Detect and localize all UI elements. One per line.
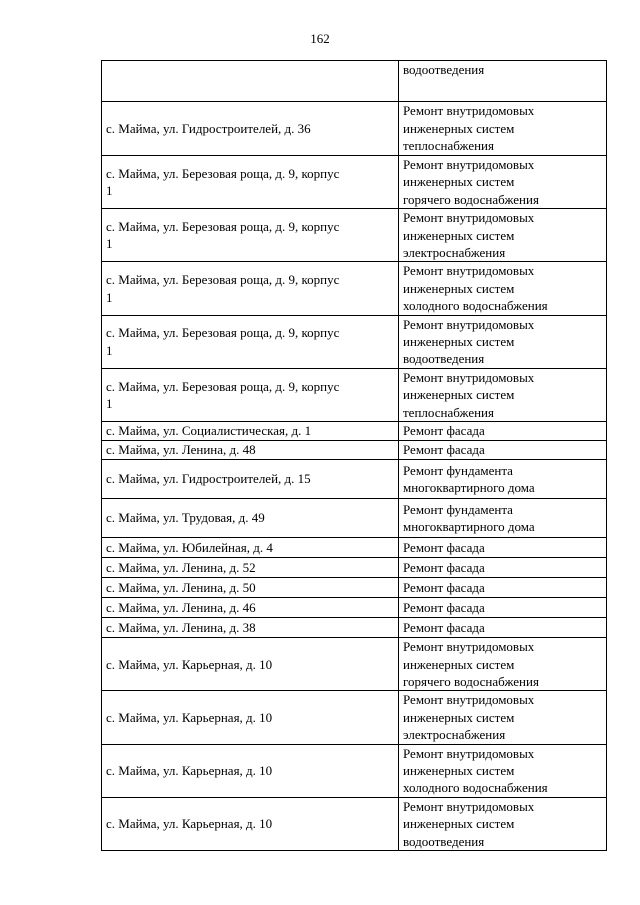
table-row	[102, 156, 607, 209]
address-cell	[102, 538, 399, 558]
address-cell	[102, 441, 399, 460]
work-type-cell	[399, 578, 607, 598]
address-cell	[102, 558, 399, 578]
address-line: с. Майма, ул. Юбилейная, д. 4	[106, 539, 273, 555]
work-type-line: Ремонт фасада	[403, 559, 485, 575]
table-row	[102, 558, 607, 578]
address-line: с. Майма, ул. Карьерная, д. 10	[106, 762, 273, 778]
table-row	[102, 797, 607, 850]
table-row	[102, 209, 607, 262]
work-type-cell	[399, 797, 607, 850]
work-type-cell	[399, 691, 607, 744]
work-type-line: Ремонт фасада	[403, 599, 485, 615]
table-row	[102, 638, 607, 691]
table-row	[102, 578, 607, 598]
address-cell	[102, 368, 399, 421]
address-cell	[102, 61, 399, 102]
work-type-line: Ремонт внутридомовых	[403, 798, 535, 814]
work-type-cell	[399, 638, 607, 691]
work-type-line: Ремонт фундамента	[403, 501, 513, 517]
work-type-cell	[399, 558, 607, 578]
address-cell	[102, 102, 399, 156]
table-row	[102, 441, 607, 460]
work-type-line: Ремонт фасада	[403, 442, 485, 458]
work-type-line: инженерных систем	[403, 762, 515, 778]
work-type-cell	[399, 744, 607, 797]
work-type-line: электроснабжения	[403, 245, 506, 261]
work-type-cell	[399, 102, 607, 156]
work-type-line: инженерных систем	[403, 334, 515, 350]
address-line: с. Майма, ул. Карьерная, д. 10	[106, 656, 273, 672]
work-type-line: Ремонт фундамента	[403, 462, 513, 478]
work-type-line: Ремонт внутридомовых	[403, 157, 535, 172]
work-type-line: горячего водоснабжения	[403, 673, 539, 689]
work-type-line: теплоснабжения	[403, 138, 494, 154]
work-type-line: холодного водоснабжения	[403, 298, 548, 314]
address-cell	[102, 460, 399, 499]
address-cell	[102, 691, 399, 744]
address-cell	[102, 499, 399, 538]
address-line: с. Майма, ул. Карьерная, д. 10	[106, 816, 273, 832]
address-line: 1	[106, 289, 113, 305]
works-table	[101, 60, 607, 851]
work-type-line: водоотведения	[403, 62, 485, 77]
work-type-cell	[399, 618, 607, 638]
work-type-line: водоотведения	[403, 833, 485, 849]
address-line: 1	[106, 236, 113, 252]
address-cell	[102, 156, 399, 209]
address-line: 1	[106, 395, 113, 411]
table-row	[102, 538, 607, 558]
table-row	[102, 691, 607, 744]
address-line: с. Майма, ул. Трудовая, д. 49	[106, 510, 265, 526]
work-type-line: Ремонт фасада	[403, 619, 485, 635]
address-line: с. Майма, ул. Карьерная, д. 10	[106, 709, 273, 725]
work-type-line: холодного водоснабжения	[403, 780, 548, 796]
work-type-line: Ремонт внутридомовых	[403, 639, 535, 655]
address-cell	[102, 598, 399, 618]
work-type-cell	[399, 499, 607, 538]
work-type-line: Ремонт внутридомовых	[403, 369, 535, 385]
address-line: с. Майма, ул. Ленина, д. 38	[106, 619, 256, 635]
table-row	[102, 598, 607, 618]
address-line: 1	[106, 183, 113, 199]
work-type-cell	[399, 598, 607, 618]
work-type-line: инженерных систем	[403, 816, 515, 832]
work-type-line: Ремонт внутридомовых	[403, 745, 535, 761]
work-type-line: электроснабжения	[403, 727, 506, 743]
work-type-line: Ремонт внутридомовых	[403, 316, 535, 332]
work-type-line: инженерных систем	[403, 120, 515, 136]
address-cell	[102, 422, 399, 441]
address-cell	[102, 578, 399, 598]
table-row	[102, 315, 607, 368]
work-type-line: инженерных систем	[403, 387, 515, 403]
work-type-line: инженерных систем	[403, 280, 515, 296]
address-cell	[102, 797, 399, 850]
work-type-cell	[399, 368, 607, 421]
address-line: 1	[106, 342, 113, 358]
work-type-line: многоквартирного дома	[403, 519, 535, 535]
address-cell	[102, 744, 399, 797]
table-row	[102, 262, 607, 315]
table-row	[102, 368, 607, 421]
table-row	[102, 618, 607, 638]
work-type-line: инженерных систем	[403, 227, 515, 243]
address-line: с. Майма, ул. Березовая роща, д. 9, корпус	[106, 325, 340, 341]
table-row	[102, 422, 607, 441]
work-type-cell	[399, 156, 607, 209]
work-type-cell	[399, 262, 607, 315]
address-cell	[102, 315, 399, 368]
work-type-cell	[399, 538, 607, 558]
work-type-line: многоквартирного дома	[403, 480, 535, 496]
address-line: с. Майма, ул. Березовая роща, д. 9, корпус	[106, 218, 340, 234]
work-type-line: Ремонт внутридомовых	[403, 263, 535, 279]
work-type-cell	[399, 460, 607, 499]
table-row	[102, 460, 607, 499]
work-type-line: инженерных систем	[403, 709, 515, 725]
address-cell	[102, 638, 399, 691]
work-type-cell	[399, 315, 607, 368]
works-table-body	[102, 61, 607, 851]
address-line: с. Майма, ул. Березовая роща, д. 9, корпус	[106, 272, 340, 288]
address-line: с. Майма, ул. Ленина, д. 48	[106, 442, 256, 458]
work-type-cell	[399, 61, 607, 102]
address-line: с. Майма, ул. Ленина, д. 50	[106, 579, 256, 595]
page-number: 162	[310, 31, 330, 46]
table-row	[102, 61, 607, 102]
address-line: с. Майма, ул. Гидростроителей, д. 15	[106, 471, 311, 487]
table-row	[102, 102, 607, 156]
work-type-line: теплоснабжения	[403, 404, 494, 420]
work-type-line: водоотведения	[403, 351, 485, 367]
work-type-cell	[399, 422, 607, 441]
work-type-line: Ремонт фасада	[403, 579, 485, 595]
work-type-line: Ремонт внутридомовых	[403, 103, 535, 119]
work-type-line: инженерных систем	[403, 656, 515, 672]
address-cell	[102, 209, 399, 262]
work-type-line: Ремонт фасада	[403, 423, 485, 439]
address-line: с. Майма, ул. Ленина, д. 52	[106, 559, 256, 575]
table-row	[102, 499, 607, 538]
address-line: с. Майма, ул. Березовая роща, д. 9, корпус	[106, 378, 340, 394]
address-cell	[102, 262, 399, 315]
address-line: с. Майма, ул. Ленина, д. 46	[106, 599, 256, 615]
table-row	[102, 744, 607, 797]
work-type-line: Ремонт фасада	[403, 539, 485, 555]
work-type-line: инженерных систем	[403, 174, 515, 190]
work-type-line: Ремонт внутридомовых	[403, 692, 535, 708]
work-type-line: Ремонт внутридомовых	[403, 210, 535, 226]
address-cell	[102, 618, 399, 638]
work-type-cell	[399, 441, 607, 460]
address-line: с. Майма, ул. Березовая роща, д. 9, корпус	[106, 165, 340, 181]
address-line: с. Майма, ул. Гидростроителей, д. 36	[106, 120, 311, 136]
work-type-cell	[399, 209, 607, 262]
address-line: с. Майма, ул. Социалистическая, д. 1	[106, 423, 312, 439]
work-type-line: горячего водоснабжения	[403, 191, 539, 207]
